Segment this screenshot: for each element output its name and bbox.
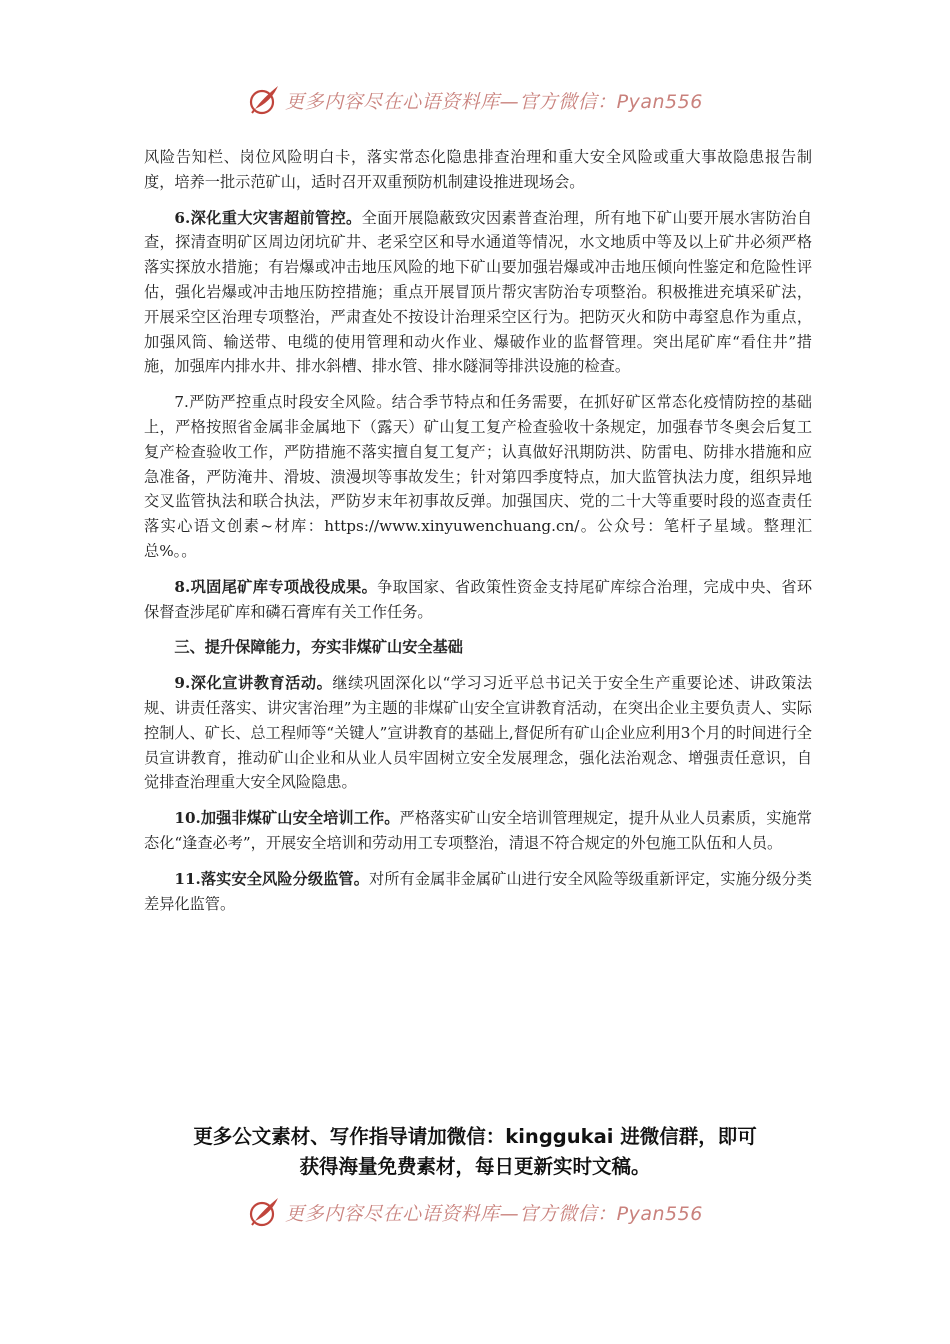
banner-text: 更多内容尽在心语资料库—官方微信：Pyan556 [285, 90, 703, 113]
paragraph-11-title: 11.落实安全风险分级监管。 [174, 869, 369, 888]
quill-logo-icon [247, 83, 281, 117]
paragraph-8-body: 争取国家、省政策性资金支持尾矿库综合治理，完成中央、省环保督查涉尾矿库和磷石膏库有关工作任务。 [144, 577, 813, 621]
header-banner [0, 80, 950, 120]
paragraph-7: 7.严防严控重点时段安全风险。结合季节特点和任务需要，在抓好矿区常态化疫情防控的基础上，严格按照省金属非金属地下（露天）矿山复工复产检查验收十条规定，加强春节冬奥会后复工复产检查验收工作，严防措施不落实擅自复工复产；认真做好汛期防洪、防雷电、防排水措施和应急准备，严防淹井、滑坡、溃漫坝等事故发生；针对第四季度特点，加大监管执法力度，组织异地交叉监管执法和联合执法，严防岁末年初事故反弹。加强国庆、党的二十大等重要时段的巡查责任落实心语文创素~材库：https://www.xinyuwenchuang.cn/。公众号：笔杆子星域。整理汇总%。。 [144, 393, 812, 560]
document-body [144, 145, 812, 927]
paragraph-6-body: 全面开展隐蔽致灾因素普查治理，所有地下矿山要开展水害防治自查，探清查明矿区周边闭坑矿井、老采空区和导水通道等情况，水文地质中等及以上矿井必须严格落实探放水措施；有岩爆或冲击地压风险的地下矿山要加强岩爆或冲击地压倾向性鉴定和危险性评估，强化岩爆或冲击地压防控措施；重点开展冒顶片帮灾害防治专项整治。积极推进充填采矿法，开展采空区治理专项整治，严肃查处不按设计治理采空区行为。把防灭火和防中毒窒息作为重点，加强风筒、输送带、电缆的使用管理和动火作业、爆破作业的监督管理。突出尾矿库“看住井”措施，加强库内排水井、排水斜槽、排水管、排水隧洞等排洪设施的检查。 [144, 208, 813, 376]
banner-text: 更多内容尽在心语资料库—官方微信：Pyan556 [285, 1202, 703, 1225]
paragraph-9-title: 9.深化宣讲教育活动。 [174, 674, 333, 693]
section-3-heading: 三、提升保障能力，夯实非煤矿山安全基础 [174, 638, 463, 657]
paragraph-10 [144, 806, 812, 856]
paragraph-8-title: 8.巩固尾矿库专项战役成果。 [174, 577, 378, 596]
paragraph-6-title: 6.深化重大灾害超前管控。 [174, 208, 362, 227]
paragraph-6 [144, 206, 812, 380]
paragraph-10-body: 严格落实矿山安全培训管理规定，提升从业人员素质，实施常态化“逢查必考”，开展安全培训和劳动用工专项整治，清退不符合规定的外包施工队伍和人员。 [144, 809, 812, 852]
quill-logo-icon [247, 1195, 281, 1229]
promo-line-2: 获得海量免费素材，每日更新实时文稿。 [299, 1155, 651, 1178]
paragraph-9 [144, 671, 812, 795]
promo-notice [110, 1122, 840, 1182]
promo-line-1: 更多公文素材、写作指导请加微信：kinggukai 进微信群，即可 [193, 1125, 757, 1148]
footer-banner [0, 1192, 950, 1232]
paragraph-11 [144, 867, 812, 917]
paragraph-11-body: 对所有金属非金属矿山进行安全风险等级重新评定，实施分级分类差异化监管。 [144, 869, 812, 913]
paragraph-9-body: 继续巩固深化以“学习习近平总书记关于安全生产重要论述、讲政策法规、讲责任落实、讲灾害治理”为主题的非煤矿山安全宣讲教育活动，在突出企业主要负责人、实际控制人、矿长、总工程师等“关键人”宣讲教育的基础上,督促所有矿山企业应利用3个月的时间进行全员宣讲教育，推动矿山企业和从业人员牢固树立安全发展理念，强化法治观念、增强责任意识，自觉排查治理重大安全风险隐患。 [144, 674, 813, 792]
paragraph-continuation: 风险告知栏、岗位风险明白卡，落实常态化隐患排查治理和重大安全风险或重大事故隐患报告制度，培养一批示范矿山，适时召开双重预防机制建设推进现场会。 [144, 148, 812, 191]
paragraph-10-title: 10.加强非煤矿山安全培训工作。 [174, 809, 400, 828]
paragraph-8 [144, 575, 812, 625]
